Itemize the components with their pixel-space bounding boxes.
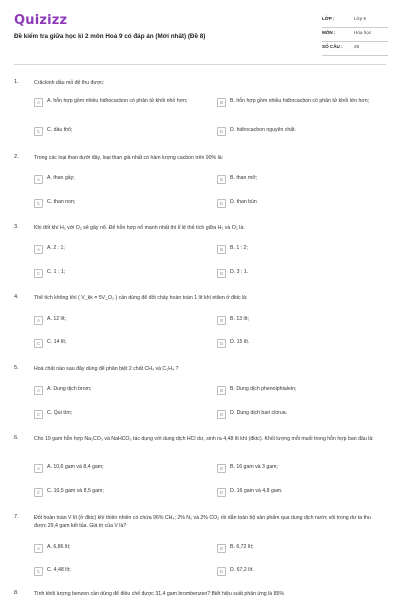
option-a[interactable] <box>34 175 197 184</box>
option-text: B. 6,72 lít; <box>230 544 254 550</box>
option-text: C. Quì tím; <box>47 410 73 416</box>
option-letter: A <box>34 245 43 254</box>
option-letter: D <box>217 269 226 278</box>
option-text: A. than gầy; <box>47 175 75 181</box>
option-letter: D <box>217 410 226 419</box>
option-letter: D <box>217 567 226 576</box>
option-letter: B <box>217 544 226 553</box>
option-c[interactable] <box>34 127 197 136</box>
option-letter: B <box>217 316 226 325</box>
option-text: D. hiđrocacbon nguyên chất. <box>230 127 297 133</box>
option-text: C. 4,48 lít; <box>47 567 71 573</box>
option-text: A. 2 : 1; <box>47 245 65 251</box>
option-text: D. 15 lít. <box>230 339 250 345</box>
option-letter: B <box>217 245 226 254</box>
option-a[interactable] <box>34 544 197 553</box>
option-letter: A <box>34 316 43 325</box>
option-d[interactable] <box>217 488 380 497</box>
question-number: 4. <box>14 294 19 300</box>
option-text: C. than non; <box>47 199 76 205</box>
header-divider <box>14 64 386 65</box>
option-letter: C <box>34 127 43 136</box>
meta-table <box>322 14 388 56</box>
option-b[interactable] <box>217 464 380 473</box>
option-letter: D <box>217 488 226 497</box>
option-c[interactable] <box>34 269 197 278</box>
question-text: Crăckinh dầu mỏ để thu được: <box>34 80 105 86</box>
meta-label: MÔN : <box>322 30 336 35</box>
option-text: D. than bùn <box>230 199 257 205</box>
question-number: 2. <box>14 154 19 160</box>
question-number: 3. <box>14 224 19 230</box>
option-a[interactable] <box>34 245 197 254</box>
option-a[interactable] <box>34 316 197 325</box>
option-b[interactable] <box>217 245 380 254</box>
question-text: Thể tích không khí ( V_kk = 5V_O₂ ) cần dùng để đốt cháy hoàn toàn 1 lít khí etilen ở đktc là: <box>34 295 248 301</box>
meta-value: Hóa học <box>354 30 372 35</box>
option-letter: C <box>34 269 43 278</box>
option-letter: A <box>34 544 43 553</box>
option-text: B. 13 lít; <box>230 316 250 322</box>
header <box>0 0 400 62</box>
option-b[interactable] <box>217 316 380 325</box>
question-text: Trong các loại than dưới đây, loại than già nhất có hàm lượng cacbon trên 90% là: <box>34 155 224 161</box>
option-text: B. 1 : 2; <box>230 245 248 251</box>
option-text: A. Dung dịch brom; <box>47 386 92 392</box>
meta-row-class <box>322 14 388 28</box>
question-text: Đốt hoàn toàn V lít (ở đktc) khí thiên nhiên có chứa 96% CH₄; 2% N₂ và 2% CO₂ rồi dẫn toàn bộ sản phẩm qua dung dịch nước vôi trong dư ta thu được 29,4 gam kết tủa. Giá trị của V là? <box>34 515 371 529</box>
option-text: B. 16 gam và 3 gam; <box>230 464 278 470</box>
option-text: A. 12 lít; <box>47 316 67 322</box>
option-letter: B <box>217 98 226 107</box>
option-d[interactable] <box>217 339 380 348</box>
option-d[interactable] <box>217 567 380 576</box>
option-c[interactable] <box>34 567 197 576</box>
meta-label: SỐ CÂU : <box>322 44 343 49</box>
option-text: B. hỗn hợp gồm nhiều hiđrocacbon có phân tử khối lớn hơn; <box>230 98 370 104</box>
option-text: D. Dung dịch bari clorua. <box>230 410 288 416</box>
option-letter: A <box>34 386 43 395</box>
question-number: 5. <box>14 365 19 371</box>
question-number: 8. <box>14 590 19 596</box>
option-letter: D <box>217 127 226 136</box>
option-b[interactable] <box>217 98 380 107</box>
option-letter: D <box>217 199 226 208</box>
meta-value: Lớp 9 <box>354 16 366 21</box>
option-text: D. 16 gam và 4,8 gam. <box>230 488 283 494</box>
question-number: 6. <box>14 435 19 441</box>
option-d[interactable] <box>217 410 380 419</box>
meta-row-count <box>322 42 388 56</box>
option-text: C. 10,5 gam và 8,5 gam; <box>47 488 104 494</box>
option-c[interactable] <box>34 410 197 419</box>
option-letter: A <box>34 98 43 107</box>
option-letter: B <box>217 386 226 395</box>
option-d[interactable] <box>217 269 380 278</box>
question-number: 1. <box>14 79 19 85</box>
option-letter: B <box>217 175 226 184</box>
option-c[interactable] <box>34 488 197 497</box>
option-text: C. 14 lít; <box>47 339 67 345</box>
option-letter: C <box>34 410 43 419</box>
option-text: D. 3 : 1. <box>230 269 249 275</box>
option-letter: C <box>34 199 43 208</box>
option-letter: D <box>217 339 226 348</box>
option-letter: B <box>217 464 226 473</box>
question-text: Khi đốt khí H₂ với O₂ sẽ gây nổ. Để hỗn hợp nổ mạnh nhất thì tỉ lệ thể tích giữa H₂ và O₂ là: <box>34 225 245 231</box>
meta-value: 28 <box>354 44 360 49</box>
quizizz-logo: Quizizz <box>14 13 68 28</box>
document-title: Đề kiểm tra giữa học kì 2 môn Hoá 9 có đáp án (Mới nhất) (Đề 8) <box>14 33 206 40</box>
option-letter: C <box>34 339 43 348</box>
option-d[interactable] <box>217 127 380 136</box>
option-letter: A <box>34 464 43 473</box>
option-b[interactable] <box>217 386 380 395</box>
option-text: A. 6,86 lít; <box>47 544 71 550</box>
option-text: A. hỗn hợp gồm nhiều hiđrocacbon có phân tử khối nhỏ hơn; <box>47 98 188 104</box>
option-a[interactable] <box>34 464 197 473</box>
option-b[interactable] <box>217 544 380 553</box>
option-a[interactable] <box>34 386 197 395</box>
option-text: A. 10,6 gam và 8,4 gam; <box>47 464 104 470</box>
option-text: B. Dung dịch phenolphtalein; <box>230 386 297 392</box>
meta-row-subject <box>322 28 388 42</box>
option-text: C. 1 : 1; <box>47 269 66 275</box>
meta-label: LỚP : <box>322 16 335 21</box>
option-letter: C <box>34 488 43 497</box>
question-text: Hoá chất nào sau đây dùng để phân biệt 2 chất CH₄ và C₂H₄ ? <box>34 366 179 372</box>
question-number: 7. <box>14 514 19 520</box>
option-letter: C <box>34 567 43 576</box>
option-a[interactable] <box>34 98 197 107</box>
option-d[interactable] <box>217 199 380 208</box>
option-text: D. 67,2 lít. <box>230 567 254 573</box>
option-b[interactable] <box>217 175 380 184</box>
option-c[interactable] <box>34 339 197 348</box>
question-text: Tính khối lượng benzen cần dùng để điều chế được 31,4 gam brombenzen? Biết hiệu suất phản ứng là 85% <box>34 591 284 597</box>
option-text: B. than mỡ; <box>230 175 258 181</box>
option-letter: A <box>34 175 43 184</box>
option-c[interactable] <box>34 199 197 208</box>
option-text: C. dầu thô; <box>47 127 73 133</box>
question-text: Cho 19 gam hỗn hợp Na₂CO₃ và NaHCO₃ tác dụng với dung dịch HCl dư, sinh ra 4,48 lít khí (đktc). Khối lượng mỗi muối trong hỗn hợp ban đầu là: <box>34 436 374 442</box>
